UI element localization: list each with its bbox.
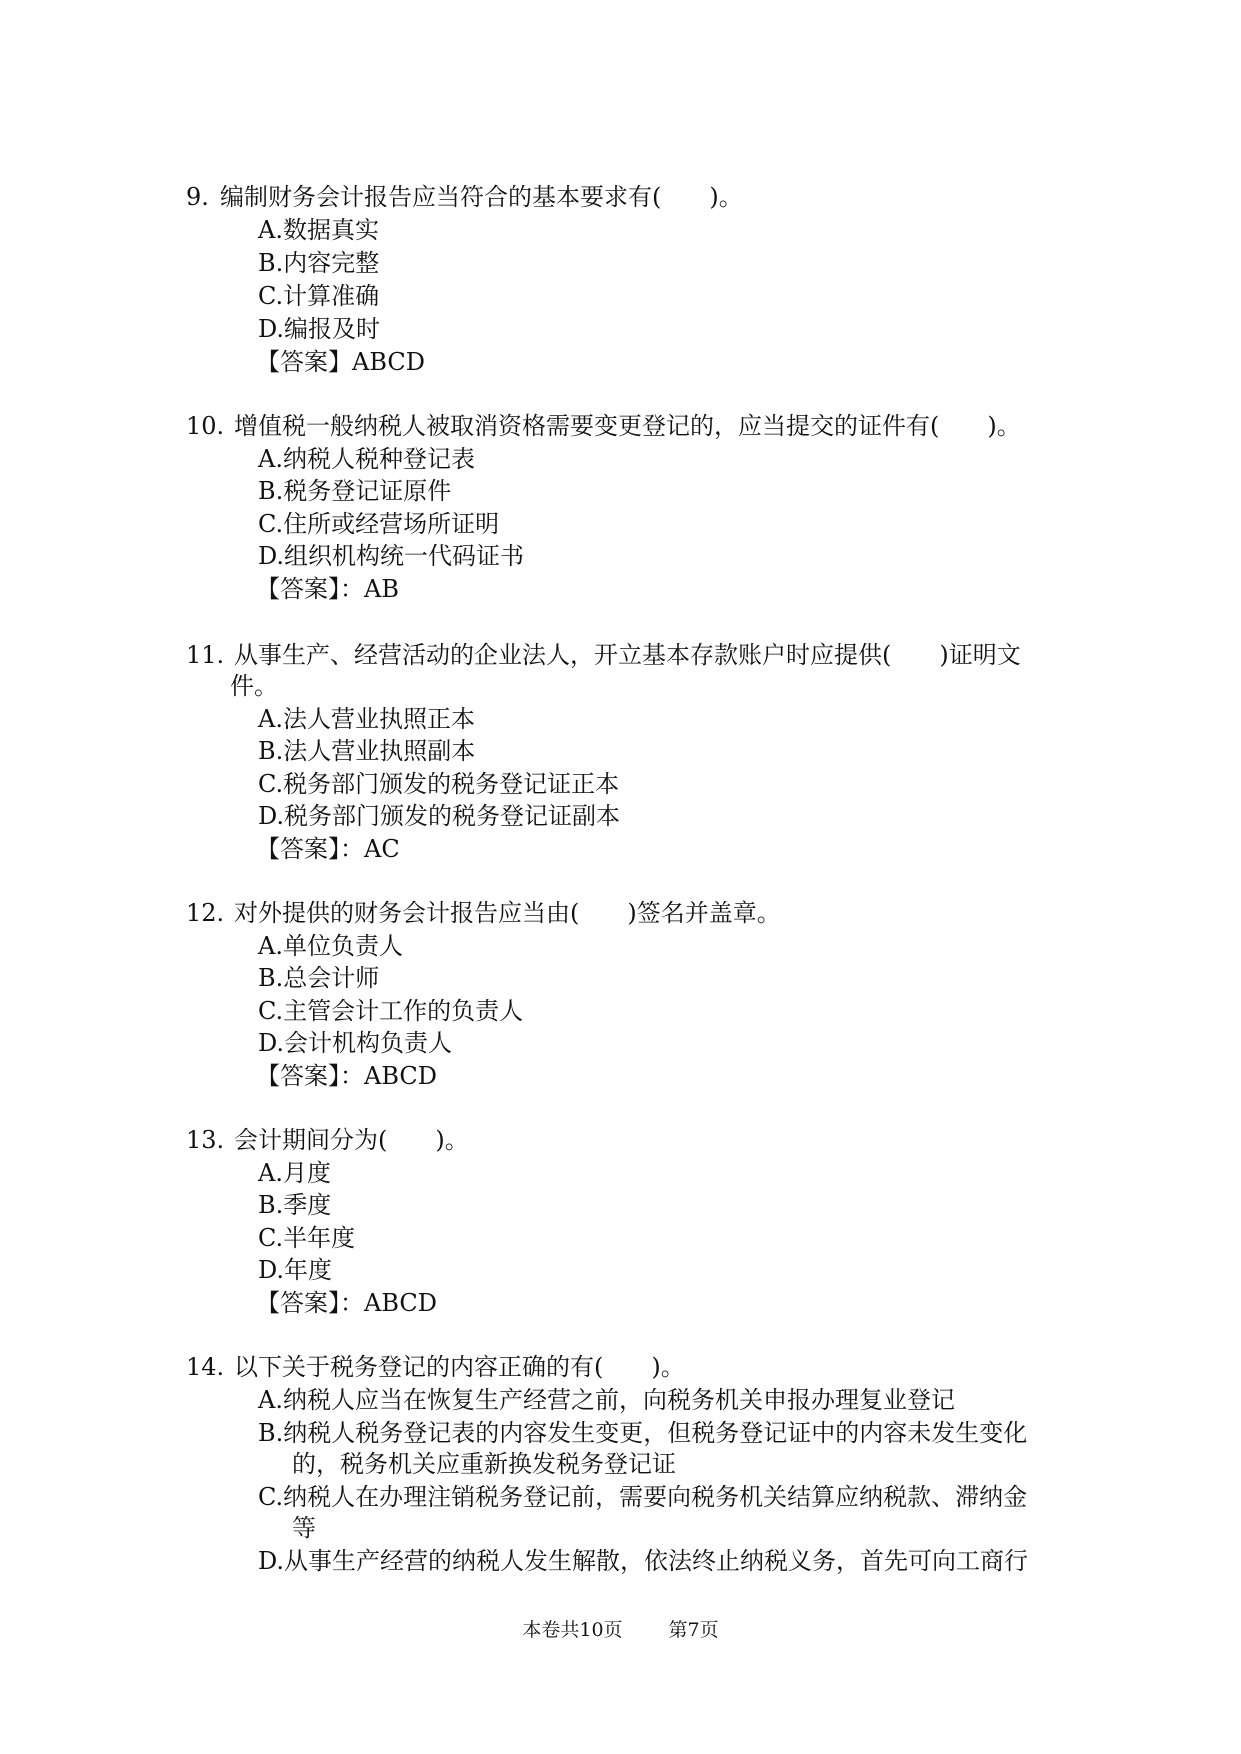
question-text: 对外提供的财务会计报告应当由( )签名并盖章。 [234, 899, 781, 927]
question-number: 14. [186, 1353, 225, 1381]
question-text: 编制财务会计报告应当符合的基本要求有( )。 [220, 183, 743, 211]
option-a: A.法人营业执照正本 [258, 705, 475, 733]
option-d: D.从事生产经营的纳税人发生解散，依法终止纳税义务，首先可向工商行 [258, 1547, 1029, 1575]
option-c: C.纳税人在办理注销税务登记前，需要向税务机关结算应纳税款、滞纳金 [258, 1483, 1028, 1511]
question-text-continued: 件。 [230, 672, 278, 700]
answer: 【答案】：ABCD [256, 1062, 438, 1090]
question-number: 12. [186, 899, 225, 927]
question-text: 从事生产、经营活动的企业法人，开立基本存款账户时应提供( )证明文 [234, 641, 1021, 669]
question-stem [186, 1124, 1066, 1157]
answer: 【答案】：AC [256, 835, 400, 863]
option-a: A.纳税人税种登记表 [258, 445, 475, 473]
option-d: D.年度 [258, 1256, 333, 1284]
current-page-label: 第7页 [668, 1619, 719, 1641]
option-c-continued: 等 [292, 1514, 316, 1542]
question-stem [186, 639, 1066, 672]
option-a: A.月度 [258, 1159, 331, 1187]
option-b: B.税务登记证原件 [258, 477, 452, 505]
question-number: 9. [186, 183, 209, 211]
option-b: B.法人营业执照副本 [258, 737, 476, 765]
question-stem [186, 897, 1066, 930]
answer: 【答案】：ABCD [256, 1289, 438, 1317]
option-d: D.会计机构负责人 [258, 1029, 453, 1057]
question-text: 以下关于税务登记的内容正确的有( )。 [234, 1353, 685, 1381]
option-c: C.税务部门颁发的税务登记证正本 [258, 770, 620, 798]
option-d: D.编报及时 [258, 315, 381, 343]
option-a: A.纳税人应当在恢复生产经营之前，向税务机关申报办理复业登记 [258, 1386, 955, 1414]
option-b-continued: 的，税务机关应重新换发税务登记证 [292, 1450, 676, 1478]
option-c: C.半年度 [258, 1224, 356, 1252]
answer: 【答案】ABCD [256, 348, 426, 376]
option-b: B.内容完整 [258, 249, 380, 277]
option-b: B.总会计师 [258, 964, 380, 992]
total-pages-label: 本卷共10页 [522, 1619, 623, 1641]
question-stem [186, 1351, 1066, 1384]
option-c: C.计算准确 [258, 282, 380, 310]
option-c: C.住所或经营场所证明 [258, 510, 500, 538]
answer: 【答案】：AB [256, 575, 399, 603]
option-b: B.纳税人税务登记表的内容发生变更，但税务登记证中的内容未发生变化 [258, 1419, 1028, 1447]
option-d: D.税务部门颁发的税务登记证副本 [258, 802, 621, 830]
option-a: A.单位负责人 [258, 932, 403, 960]
question-text: 增值税一般纳税人被取消资格需要变更登记的，应当提交的证件有( )。 [234, 412, 1021, 440]
question-number: 10. [186, 412, 225, 440]
question-number: 11. [186, 641, 225, 669]
option-b: B.季度 [258, 1191, 332, 1219]
question-number: 13. [186, 1126, 225, 1154]
option-d: D.组织机构统一代码证书 [258, 542, 525, 570]
question-text: 会计期间分为( )。 [234, 1126, 469, 1154]
option-c: C.主管会计工作的负责人 [258, 997, 524, 1025]
page-footer [0, 1618, 1241, 1642]
option-a: A.数据真实 [258, 216, 379, 244]
question-stem [186, 181, 1066, 214]
question-stem [186, 410, 1066, 443]
